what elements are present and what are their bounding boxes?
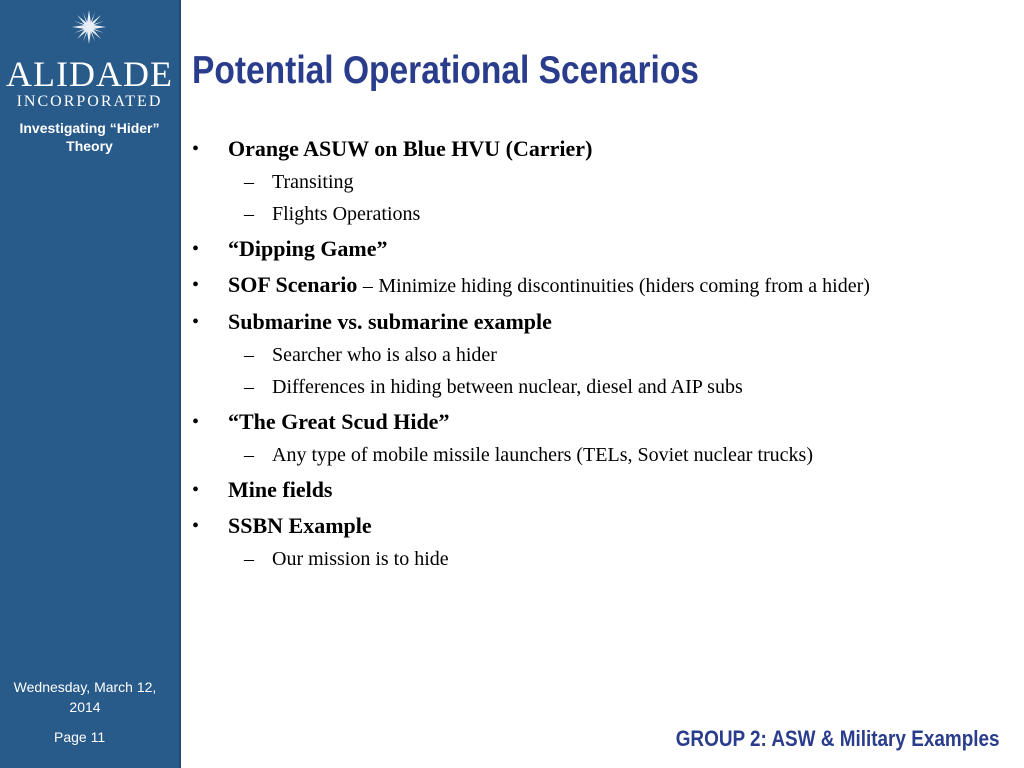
dash-marker: – [244,171,254,193]
dash-marker: – [244,548,254,570]
bullet-marker: • [192,479,200,501]
bullet-item [190,407,960,437]
bullet-marker: • [192,311,200,333]
slide-title: Potential Operational Scenarios [192,49,699,92]
sidebar-subtitle: Investigating “Hider” Theory [19,120,160,154]
sidebar-date: Wednesday, March 12, 2014 [13,679,157,715]
bullet-marker: • [192,274,200,296]
dash-marker: – [244,344,254,366]
sub-bullet-text: Transiting [272,171,354,193]
sub-bullet-item [190,545,960,573]
bullet-text: Orange ASUW on Blue HVU (Carrier) [228,136,593,161]
dash-marker: – [244,376,254,398]
page-number: Page 11 [54,729,106,745]
bullet-text: “The Great Scud Hide” [228,409,450,434]
bullet-item [190,270,960,301]
sub-bullet-item [190,200,960,228]
dash-marker: – [244,444,254,466]
sub-bullet-item [190,441,960,469]
bullet-item [190,475,960,505]
sub-bullet-text: Our mission is to hide [272,548,449,570]
logo-subtitle: INCORPORATED [16,93,163,110]
bullet-item [190,234,960,264]
sub-bullet-item [190,168,960,196]
bullet-separator: – [362,275,373,297]
bullet-marker: • [192,411,200,433]
sub-bullet-text: Flights Operations [272,203,421,225]
sub-bullet-text: Any type of mobile missile launchers (TELs, Soviet nuclear trucks) [272,444,813,466]
sub-bullet-text: Differences in hiding between nuclear, diesel and AIP subs [272,376,743,398]
bullet-list [190,134,960,573]
bullet-text: “Dipping Game” [228,236,388,261]
bullet-marker: • [192,515,200,537]
dash-marker: – [244,203,254,225]
bullet-detail: Minimize hiding discontinuities (hiders coming from a hider) [378,275,870,297]
sidebar [0,0,181,768]
bullet-text: SOF Scenario [228,272,358,297]
bullet-text: Mine fields [228,477,333,502]
bullet-item [190,134,960,164]
sub-bullet-item [190,341,960,369]
slide-footer: GROUP 2: ASW & Military Examples [676,726,1000,751]
bullet-marker: • [192,238,200,260]
sub-bullet-text: Searcher who is also a hider [272,344,497,366]
sub-bullet-item [190,373,960,401]
logo-wordmark: ALIDADE [6,54,173,94]
bullet-item [190,307,960,337]
bullet-marker: • [192,138,200,160]
bullet-text: Submarine vs. submarine example [228,309,552,334]
compass-star-icon [72,10,106,44]
bullet-item [190,511,960,541]
bullet-text: SSBN Example [228,513,372,538]
